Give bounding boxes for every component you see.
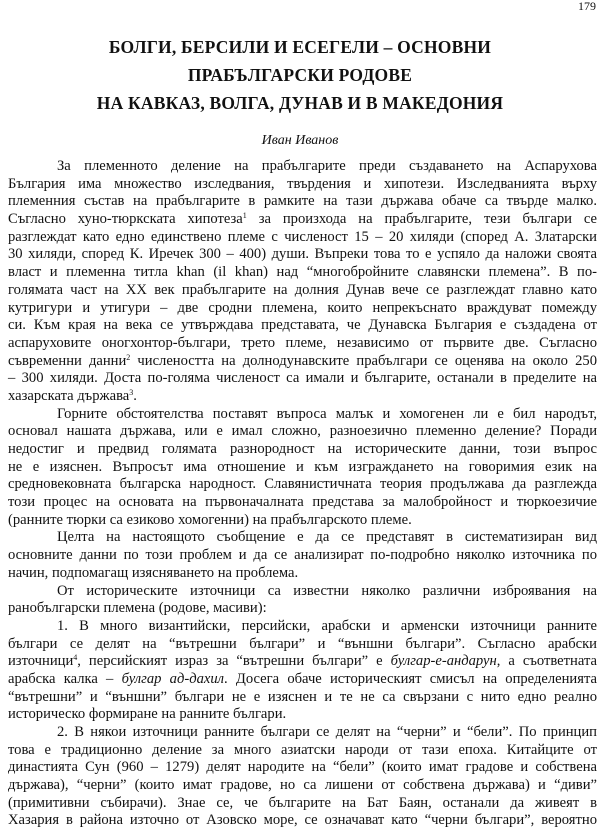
text-segment: 1. В много византийски, персийски, арабски и арменски източници ранните [57, 617, 597, 634]
text-line [8, 246, 597, 264]
text-line [8, 759, 597, 777]
title-line-2: ПРАБЪЛГАРСКИ РОДОВЕ [187, 65, 413, 85]
text-segment: държава), “черни” (които имат градове, но са лишени от собствена държава) и “диви” [8, 777, 597, 794]
text-line [8, 494, 597, 512]
title-line-1: БОЛГИ, БЕРСИЛИ И ЕСЕГЕЛИ – ОСНОВНИ [108, 37, 492, 57]
text-line [8, 264, 597, 282]
text-segment: разглеждат като едно единствено племе с численост 15 – 20 хиляди (според А. Златарски [8, 228, 597, 245]
text-line [8, 724, 597, 742]
text-segment: ранобългарски племена (родове, масиви): [8, 600, 267, 617]
text-line [8, 476, 597, 494]
text-line [8, 547, 597, 565]
text-segment: основните данни по този проблем и да се анализират по-подробно няколко източника по [8, 547, 597, 564]
text-segment: хазарската държава [8, 387, 130, 404]
text-line [8, 706, 597, 724]
text-line [8, 441, 597, 459]
footnote-ref: 4 [73, 653, 78, 663]
text-segment: 30 хиляди, според К. Иречек 300 – 400) души. Въпреки това то е успяло да наложи своята [8, 246, 597, 263]
text-line [8, 317, 597, 335]
text-segment: От историческите източници са известни няколко различни изброявания на [57, 582, 597, 599]
text-line [8, 653, 597, 671]
text-line [8, 370, 597, 388]
text-segment: , персийският израз за “вътрешни българи” е [77, 653, 391, 670]
text-line [8, 812, 597, 830]
text-segment: “вътрешни” и “външни” българи не е изяснен и те не са свързани с нито едно реално [8, 688, 597, 705]
author-name: Иван Иванов [261, 133, 339, 148]
text-line [8, 636, 597, 654]
text-line [8, 583, 597, 601]
text-line [8, 282, 597, 300]
italic-term: булгар ад-дахил [121, 670, 225, 687]
text-segment: кутригури и утигури – две сродни племена, които непрекъснато враждуват помежду [8, 299, 597, 316]
page-number: 179 [578, 0, 596, 13]
text-segment: – 300 хиляди. Доста по-голяма численост са имали и българите, останали в пределите на [8, 370, 597, 387]
text-line [8, 689, 597, 707]
text-segment: средновековната българска народност. Славянистичната теория продължава да разглежда [8, 476, 597, 493]
text-segment: Горните обстоятелства поставят въпроса малък и хомогенен ли е бил народът, [57, 405, 597, 422]
text-segment: . [133, 387, 137, 404]
text-segment: . Досега обаче историческият смисъл на определенията [224, 670, 597, 687]
text-segment: този процес на основата на първоначалната представа за малобройност и тюркоезичие [8, 494, 597, 511]
text-segment: основал нашата държава, или е имал сложно, разноезично племенно деление? Поради [8, 423, 597, 440]
text-segment: династията Сун (960 – 1279) делят народите на “бели” (които имат градове и собствена [8, 759, 597, 776]
text-line [8, 459, 597, 477]
text-line [8, 565, 597, 583]
text-segment: не е изяснен. Въпросът има отношение и към изграждането на говоримия език на [8, 458, 597, 475]
article-body [8, 158, 597, 830]
text-line [8, 211, 597, 229]
text-line [8, 193, 597, 211]
text-segment: начин, подпомагащ изясняването на проблема. [8, 564, 299, 581]
text-line [8, 671, 597, 689]
text-segment: историческо формиране на ранните българи. [8, 706, 287, 723]
text-segment: 2. В някои източници ранните българи се делят на “черни” и “бели”. По принцип [57, 724, 597, 740]
title-line-3: НА КАВКАЗ, ВОЛГА, ДУНАВ И В МАКЕДОНИЯ [96, 93, 504, 113]
text-line [8, 742, 597, 760]
text-line [8, 353, 597, 371]
text-line [8, 158, 597, 176]
text-line [8, 618, 597, 636]
text-segment: аспаруховите оногхонтор-българи, трето племе, независимо от първите две. Съгласно [8, 334, 597, 351]
text-line [8, 600, 597, 618]
text-line [8, 423, 597, 441]
text-segment: племенния състав на прабългарите в рамките на тази държава обаче са твърде малко. [8, 193, 597, 210]
text-segment: арабска калка – [8, 670, 122, 687]
text-segment: България има множество изследвания, твърдения и хипотези. Изследванията върху [8, 175, 597, 192]
text-line [8, 777, 597, 795]
text-line [8, 176, 597, 194]
text-segment: , а съответната [496, 653, 597, 670]
text-segment: си. Към края на века се утвърждава представата, че Дунавска България е създадена от [8, 317, 597, 334]
text-segment: съвременни данни [8, 352, 127, 369]
text-segment: за произхода на прабългарите, тези българи се [246, 211, 597, 228]
text-line [8, 795, 597, 813]
text-segment: (примитивни събирачи). Знае се, че българите на Бат Баян, останали да живеят в [8, 794, 597, 811]
text-segment: Целта на настоящото съобщение е да се представят в систематизиран вид [57, 529, 597, 546]
text-segment: недостиг и предвид голямата разнородност на историческите данни, този въпрос [8, 441, 597, 457]
text-segment: това е традиционно деление за много азиатски народи от тази епоха. Китайците от [8, 741, 597, 758]
text-segment: Хазария в района източно от Азовско море, се означават като “черни българи”, вероятно [8, 812, 597, 829]
text-segment: числеността на долнодунавските прабългари се оценява на около 250 [130, 352, 597, 369]
text-line [8, 529, 597, 547]
text-segment: власт и племенна титла khan (il khan) над “многобройните славянски племена”. В по- [8, 264, 597, 281]
footnote-ref: 1 [242, 211, 247, 221]
italic-term: булгар-е-андарун [390, 653, 497, 670]
text-segment: Съгласно хуно-тюркската хипотеза [8, 211, 243, 228]
text-line [8, 229, 597, 247]
text-line [8, 300, 597, 318]
text-segment: източници [8, 653, 74, 670]
footnote-ref: 2 [126, 352, 131, 362]
text-segment: българи се делят на “вътрешни българи” и “външни българи”. Съгласно арабски [8, 635, 597, 652]
text-line [8, 512, 597, 530]
text-line [8, 406, 597, 424]
article-title [0, 33, 600, 117]
text-line [8, 388, 597, 406]
text-segment: (ранните тюрки са езиково хомогенни) на прабългарското племе. [8, 511, 412, 528]
text-line [8, 335, 597, 353]
text-segment: За племенното деление на прабългарите преди създаването на Аспарухова [57, 158, 597, 174]
footnote-ref: 3 [129, 387, 134, 397]
text-segment: голямата част на XX век прабългарите на долния Дунав вече се разглеждат главно като [8, 281, 597, 298]
